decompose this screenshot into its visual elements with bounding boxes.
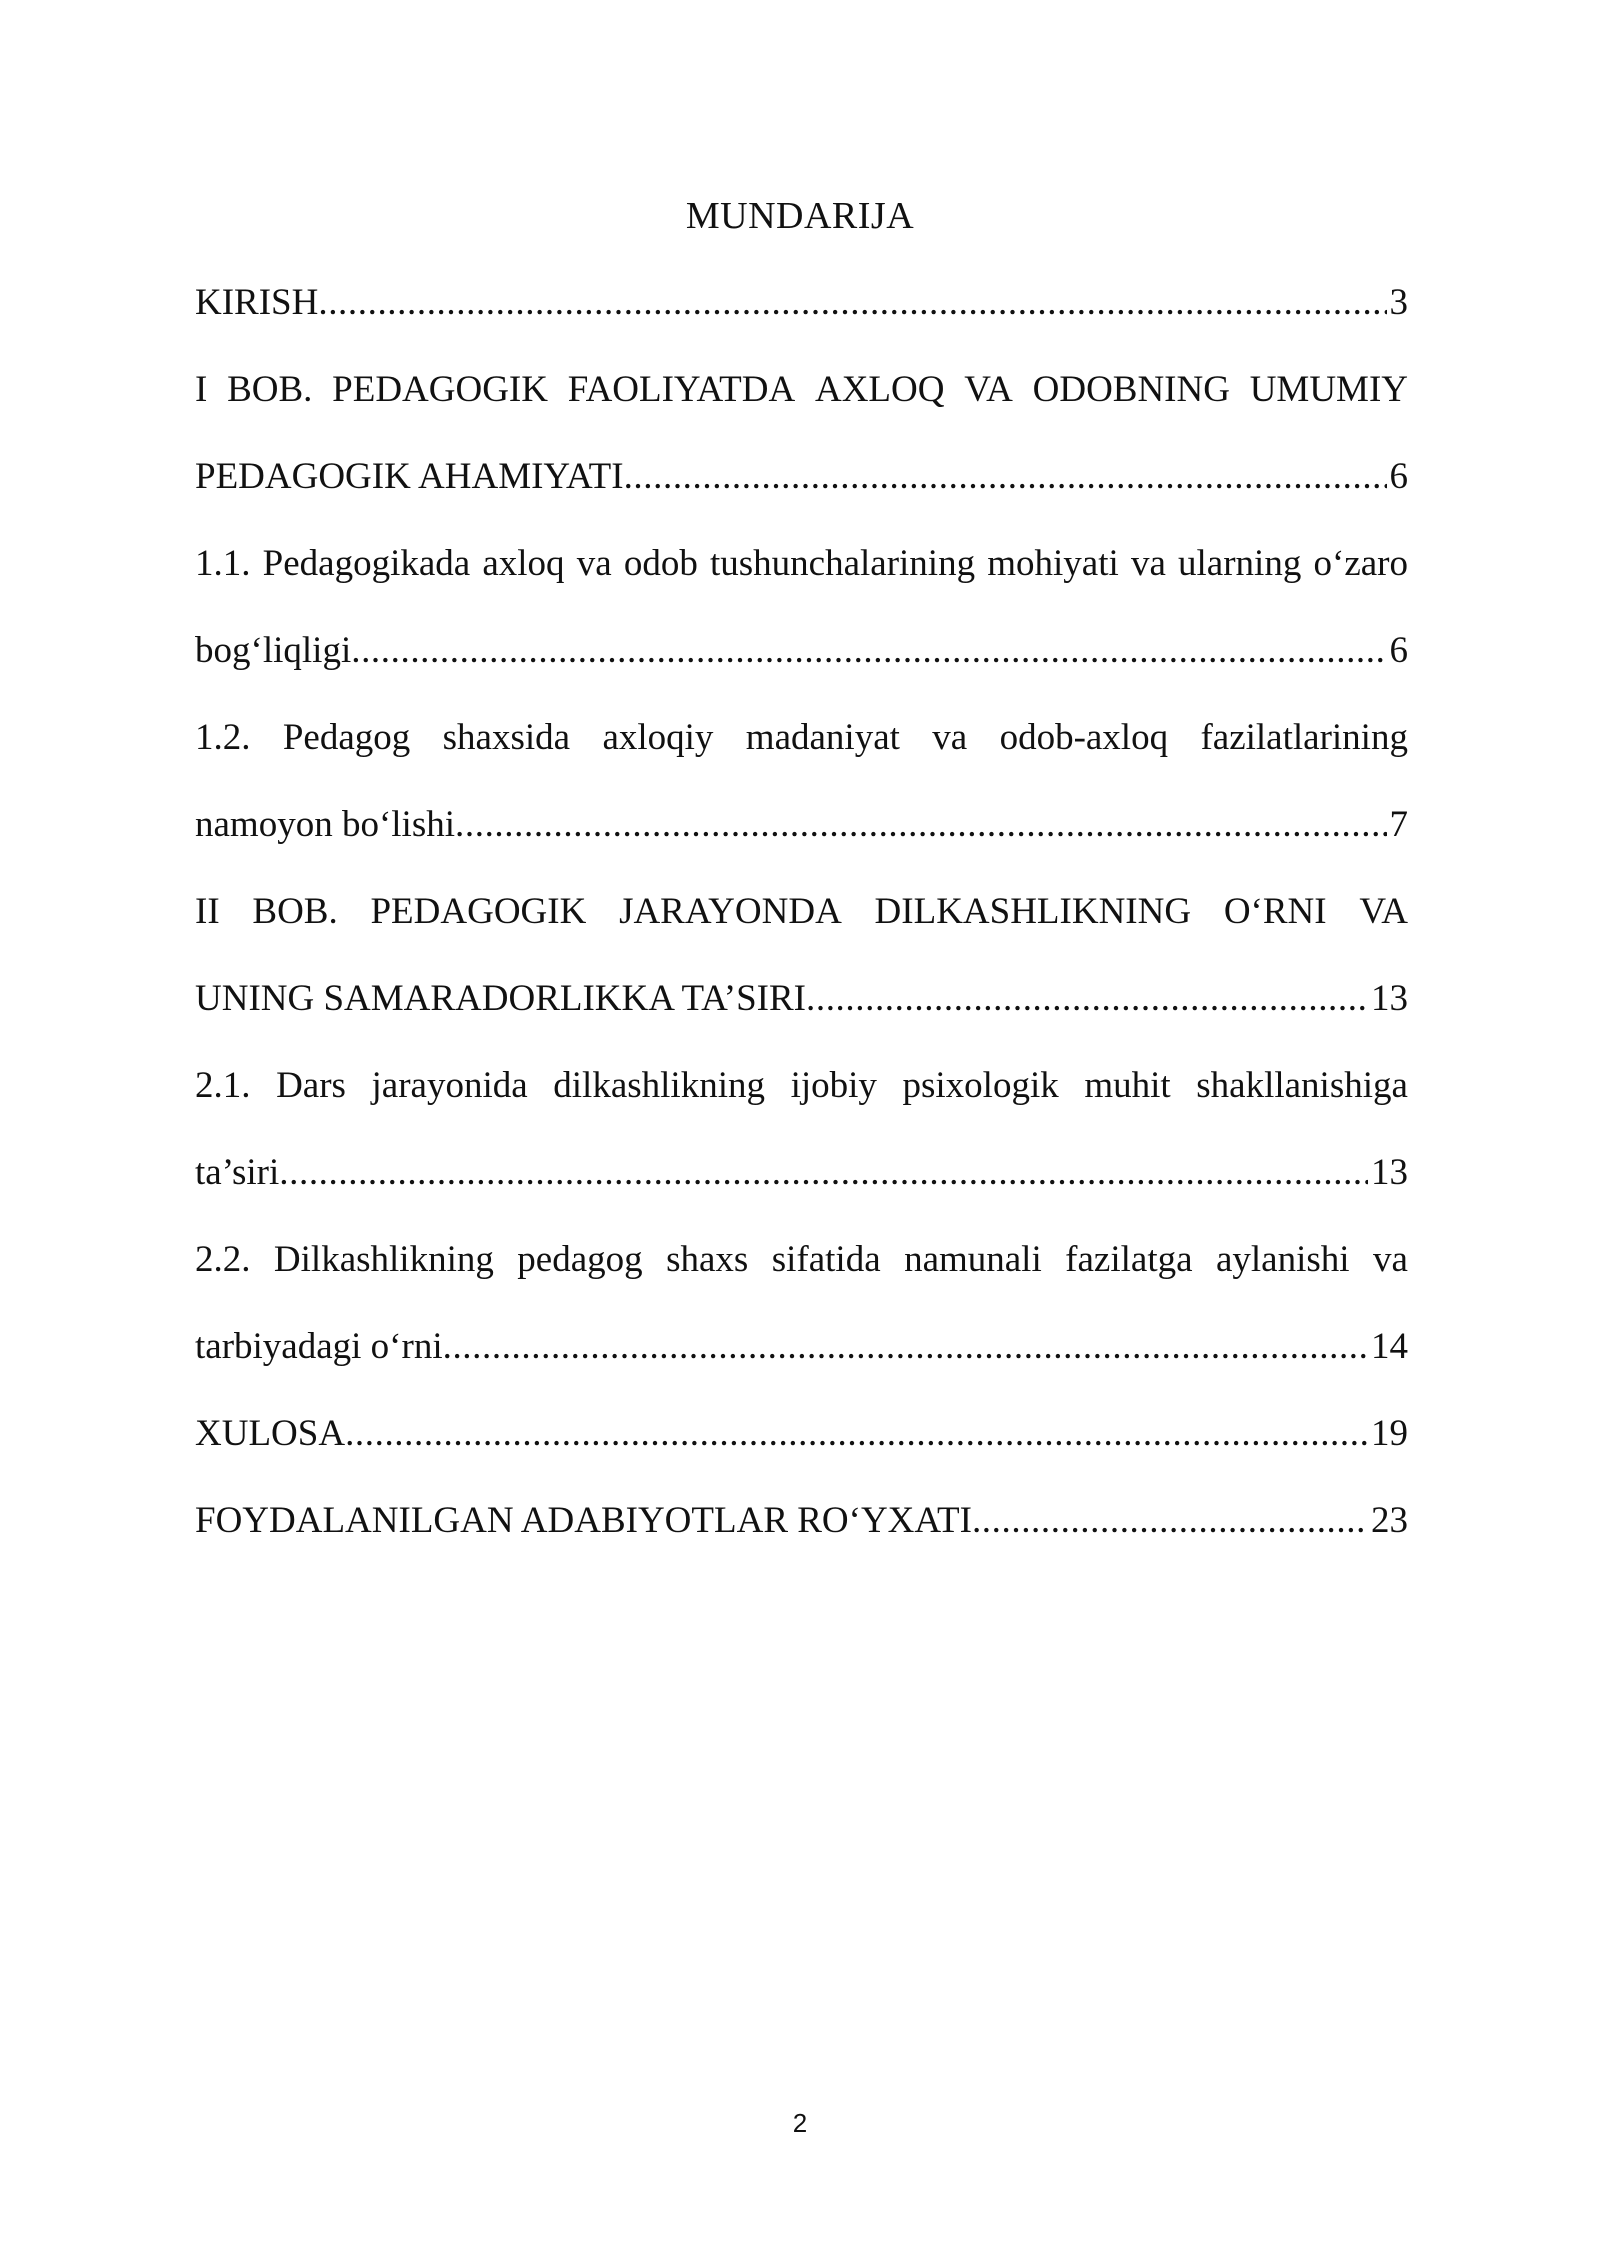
word: 1.1. (195, 543, 251, 584)
toc-page-number: 14 (1371, 1326, 1408, 1367)
dot-leader (624, 449, 1387, 505)
word: DILKASHLIKNING (874, 891, 1192, 932)
word: va (576, 543, 612, 584)
word: Pedagogikada (262, 543, 471, 584)
dot-leader (345, 1406, 1368, 1462)
dot-leader (443, 1319, 1368, 1375)
word: axloq (482, 543, 565, 584)
table-of-contents (195, 275, 1408, 1580)
word: AXLOQ (814, 369, 945, 410)
toc-page-number: 23 (1371, 1500, 1408, 1541)
toc-entry-text: PEDAGOGIK AHAMIYATI (195, 456, 624, 497)
word: ijobiy (790, 1065, 877, 1106)
word: I (195, 369, 208, 410)
toc-entry-section-1-2-line-1 (195, 710, 1408, 797)
word: 1.2. (195, 717, 251, 758)
toc-page-number: 3 (1389, 282, 1408, 323)
toc-entry-xulosa[interactable] (195, 1406, 1408, 1493)
word: muhit (1084, 1065, 1171, 1106)
word: fazilatga (1065, 1239, 1193, 1280)
toc-entry-text: ta’siri (195, 1152, 280, 1193)
word: sifatida (771, 1239, 881, 1280)
word: O‘RNI (1223, 891, 1327, 932)
toc-entry-text: namoyon bo‘lishi (195, 804, 456, 845)
toc-page-number: 19 (1371, 1413, 1408, 1454)
toc-entry-section-1-2[interactable] (195, 797, 1408, 884)
word: BOB. (252, 891, 338, 932)
word: odob-axloq (999, 717, 1169, 758)
word: tushunchalarining (709, 543, 976, 584)
word: PEDAGOGIK (370, 891, 587, 932)
word: mohiyati (987, 543, 1119, 584)
word: ODOBNING (1032, 369, 1230, 410)
word: UMUMIY (1249, 369, 1408, 410)
word: pedagog (517, 1239, 643, 1280)
toc-title: MUNDARIJA (685, 195, 915, 237)
word: VA (1359, 891, 1408, 932)
toc-entry-section-1-1[interactable] (195, 623, 1408, 710)
word: shaxsida (442, 717, 571, 758)
toc-page-number: 6 (1389, 456, 1408, 497)
toc-entry-text: UNING SAMARADORLIKKA TA’SIRI (195, 978, 806, 1019)
word: madaniyat (745, 717, 900, 758)
dot-leader (351, 623, 1386, 679)
toc-entry-text: KIRISH (195, 282, 319, 323)
dot-leader (318, 275, 1386, 331)
toc-entry-section-2-1[interactable] (195, 1145, 1408, 1232)
toc-entry-text: XULOSA (195, 1413, 346, 1454)
toc-entry-text: FOYDALANILGAN ADABIYOTLAR RO‘YXATI (195, 1500, 972, 1541)
word: Dars (276, 1065, 346, 1106)
dot-leader (455, 797, 1386, 853)
word: psixologik (902, 1065, 1059, 1106)
toc-page-number: 6 (1389, 630, 1408, 671)
word: aylanishi (1215, 1239, 1350, 1280)
word: BOB. (227, 369, 313, 410)
toc-entry-text: tarbiyadagi o‘rni (195, 1326, 443, 1367)
word: Pedagog (282, 717, 411, 758)
toc-entry-section-2-2-line-1 (195, 1232, 1408, 1319)
word: va (1130, 543, 1166, 584)
word: shakllanishiga (1196, 1065, 1408, 1106)
word: ularning (1178, 543, 1302, 584)
word: VA (964, 369, 1013, 410)
word: fazilatlarining (1200, 717, 1408, 758)
word: Dilkashlikning (273, 1239, 494, 1280)
word: FAOLIYATDA (567, 369, 796, 410)
dot-leader (972, 1493, 1368, 1549)
word: axloqiy (602, 717, 714, 758)
toc-entry-section-1-1-line-1 (195, 536, 1408, 623)
toc-entry-chapter-1-line-1 (195, 362, 1408, 449)
toc-entry-chapter-2-line-1 (195, 884, 1408, 971)
dot-leader (806, 971, 1368, 1027)
word: va (932, 717, 968, 758)
word: jarayonida (371, 1065, 528, 1106)
page-number: 2 (792, 2108, 808, 2138)
toc-page-number: 13 (1371, 1152, 1408, 1193)
word: 2.2. (195, 1239, 251, 1280)
word: JARAYONDA (619, 891, 842, 932)
toc-entry-section-2-1-line-1 (195, 1058, 1408, 1145)
word: namunali (904, 1239, 1042, 1280)
toc-page-number: 13 (1371, 978, 1408, 1019)
toc-entry-section-2-2[interactable] (195, 1319, 1408, 1406)
toc-entry-kirish[interactable] (195, 275, 1408, 362)
word: va (1372, 1239, 1408, 1280)
toc-page-number: 7 (1389, 804, 1408, 845)
word: II (195, 891, 220, 932)
toc-entry-chapter-2[interactable] (195, 971, 1408, 1058)
toc-entry-references[interactable] (195, 1493, 1408, 1580)
dot-leader (279, 1145, 1368, 1201)
word: dilkashlikning (553, 1065, 765, 1106)
word: odob (623, 543, 698, 584)
word: o‘zaro (1313, 543, 1408, 584)
word: shaxs (666, 1239, 749, 1280)
toc-entry-text: bog‘liqligi (195, 630, 352, 671)
toc-entry-chapter-1[interactable] (195, 449, 1408, 536)
word: 2.1. (195, 1065, 251, 1106)
word: PEDAGOGIK (332, 369, 548, 410)
